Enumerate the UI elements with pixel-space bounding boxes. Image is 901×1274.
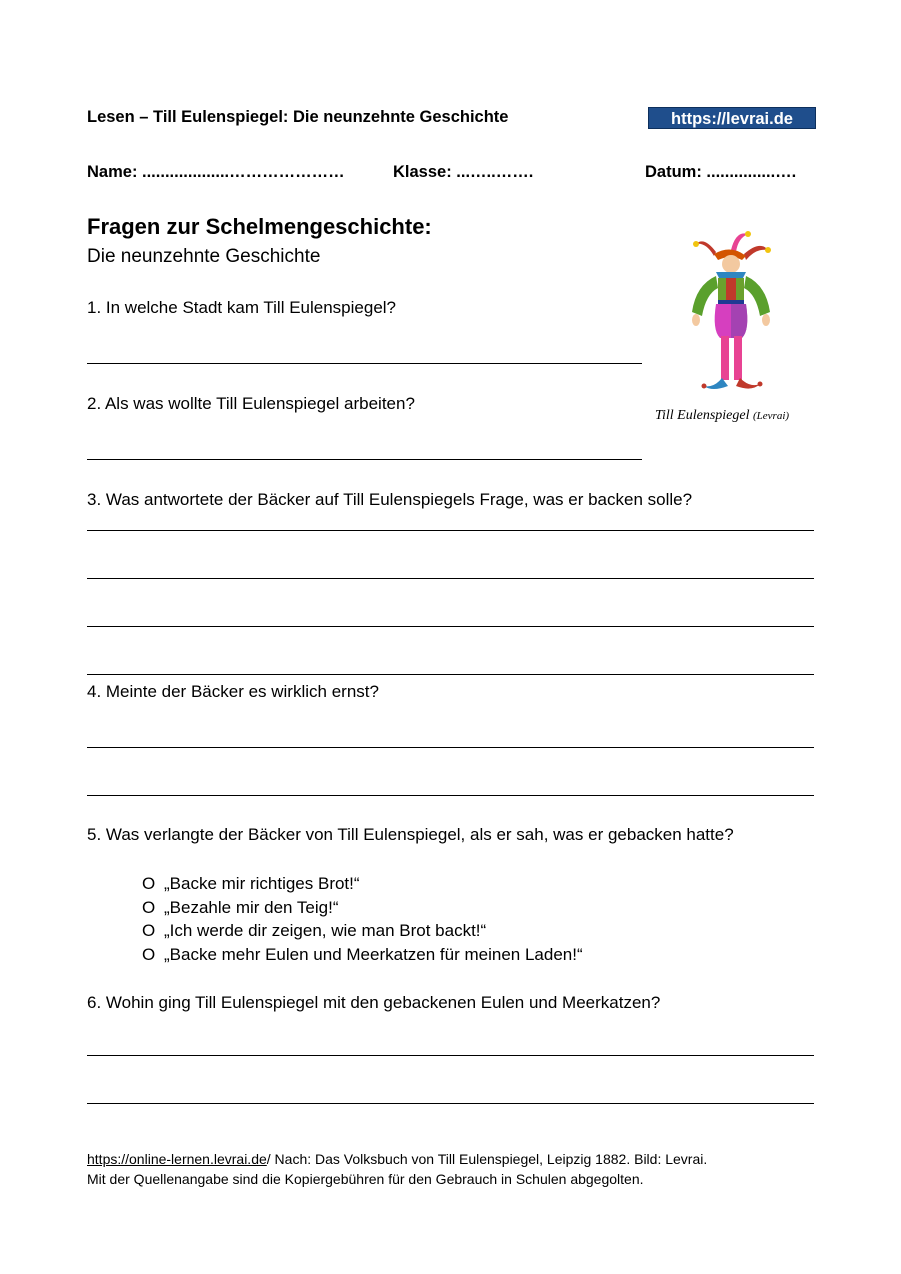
- question-5: 5. Was verlangte der Bäcker von Till Eulenspiegel, als er sah, was er gebacken hatte?: [87, 825, 734, 844]
- footer-source: [87, 1151, 707, 1167]
- answer-line: [87, 795, 814, 796]
- answer-line: [87, 578, 814, 579]
- datum-field: Datum: ...............….: [645, 163, 797, 181]
- option-marker[interactable]: O: [142, 874, 156, 893]
- caption-text: Till Eulenspiegel: [655, 408, 750, 423]
- page-subtitle: Die neunzehnte Geschichte: [87, 246, 321, 267]
- footer-note: Mit der Quellenangabe sind die Kopiergebühren für den Gebrauch in Schulen abgegolten.: [87, 1171, 644, 1187]
- footer-link[interactable]: https://online-lernen.levrai.de: [87, 1151, 267, 1167]
- answer-line: [87, 1103, 814, 1104]
- option-label: „Bezahle mir den Teig!“: [164, 898, 339, 917]
- option-marker[interactable]: O: [142, 898, 156, 917]
- option-4[interactable]: [142, 945, 583, 965]
- question-3: 3. Was antwortete der Bäcker auf Till Eulenspiegels Frage, was er backen solle?: [87, 490, 693, 509]
- jester-illustration: [686, 230, 776, 407]
- name-field: Name: ...................…………………: [87, 163, 345, 181]
- answer-line: [87, 747, 814, 748]
- question-2: 2. Als was wollte Till Eulenspiegel arbeiten?: [87, 394, 415, 413]
- answer-line: [87, 363, 642, 364]
- worksheet-header-title: Lesen – Till Eulenspiegel: Die neunzehnte Geschichte: [87, 108, 509, 126]
- question-6: 6. Wohin ging Till Eulenspiegel mit den gebackenen Eulen und Meerkatzen?: [87, 993, 661, 1012]
- answer-line: [87, 459, 642, 460]
- option-2[interactable]: [142, 898, 339, 918]
- option-marker[interactable]: O: [142, 945, 156, 964]
- footer-source-text: / Nach: Das Volksbuch von Till Eulenspiegel, Leipzig 1882. Bild: Levrai.: [266, 1151, 708, 1167]
- option-label: „Backe mehr Eulen und Meerkatzen für meinen Laden!“: [164, 945, 583, 964]
- question-4: 4. Meinte der Bäcker es wirklich ernst?: [87, 682, 379, 701]
- option-marker[interactable]: O: [142, 921, 156, 940]
- answer-line: [87, 674, 814, 675]
- answer-line: [87, 1055, 814, 1056]
- option-label: „Backe mir richtiges Brot!“: [164, 874, 360, 893]
- page-title: Fragen zur Schelmengeschichte:: [87, 214, 432, 239]
- option-label: „Ich werde dir zeigen, wie man Brot backt!“: [164, 921, 487, 940]
- image-caption: [655, 408, 789, 424]
- answer-line: [87, 626, 814, 627]
- site-badge[interactable]: https://levrai.de: [648, 107, 816, 129]
- option-1[interactable]: [142, 874, 360, 894]
- answer-line: [87, 530, 814, 531]
- klasse-field: Klasse: ...…..…….: [393, 163, 534, 181]
- question-1: 1. In welche Stadt kam Till Eulenspiegel?: [87, 298, 397, 317]
- caption-credit: (Levrai): [753, 410, 790, 422]
- option-3[interactable]: [142, 921, 486, 941]
